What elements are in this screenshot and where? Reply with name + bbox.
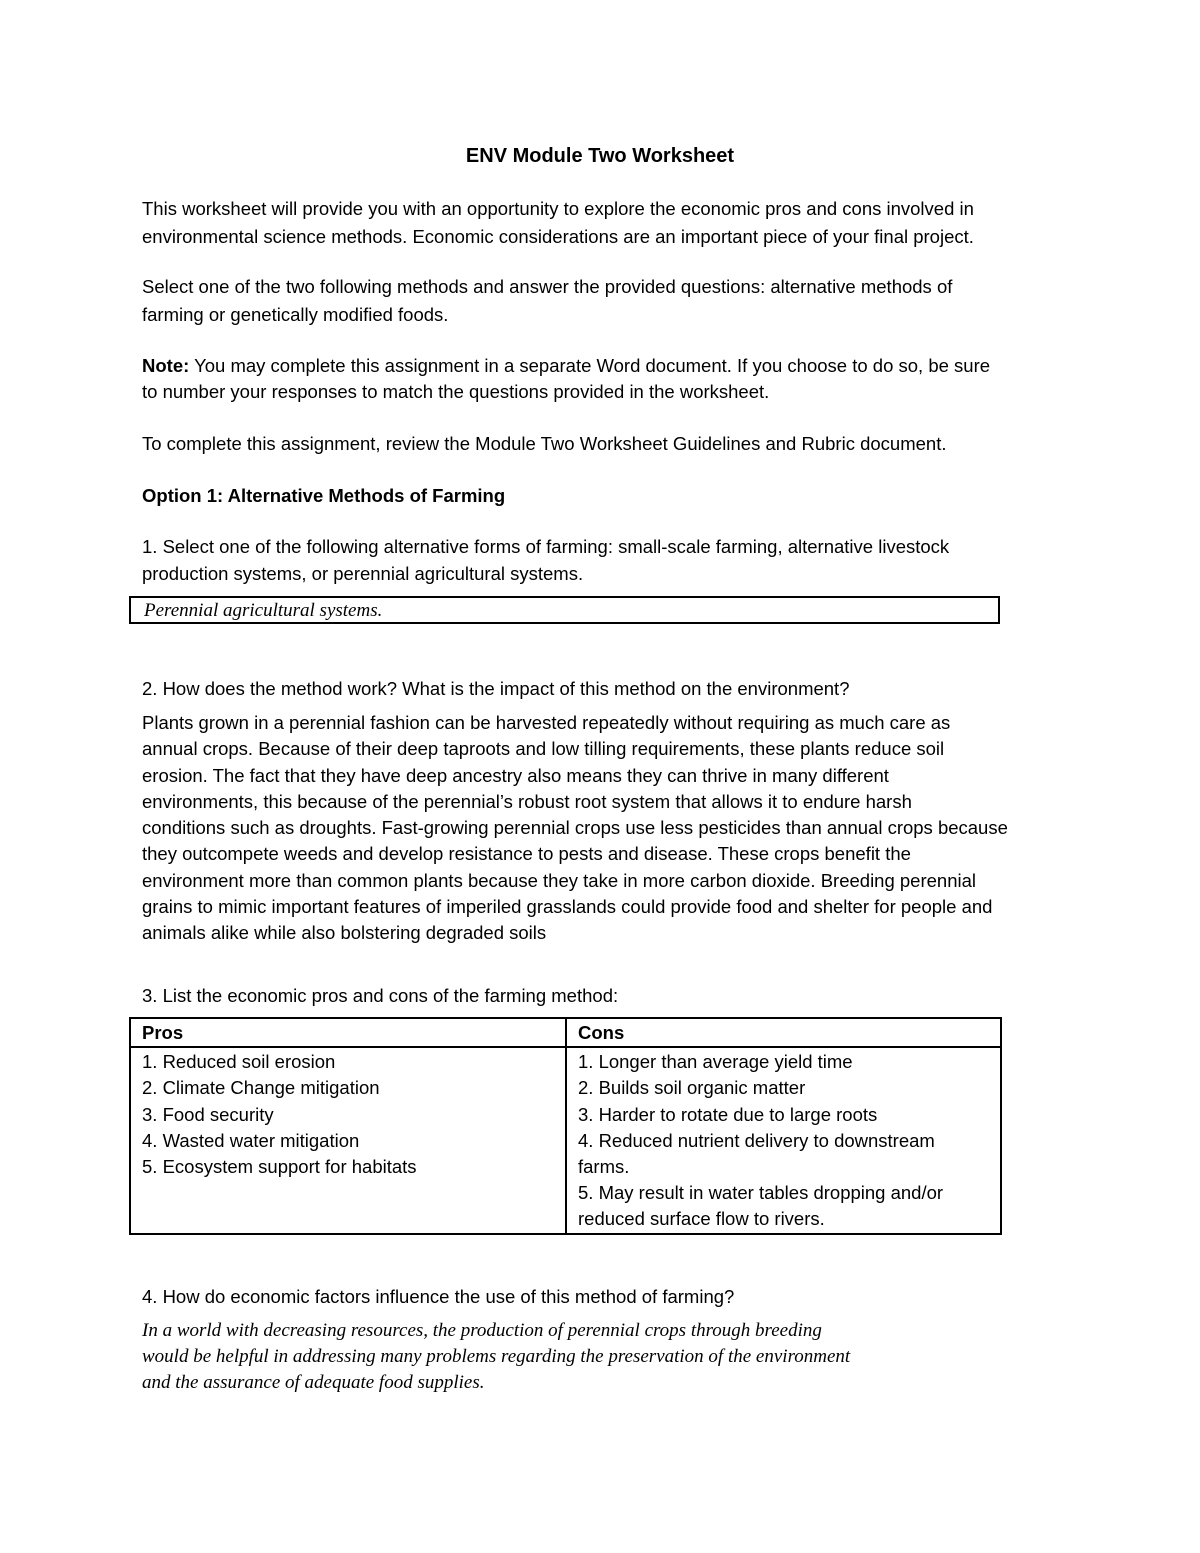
q2-answer-line: animals alike while also bolstering degraded soils: [142, 922, 547, 944]
complete-instruction: To complete this assignment, review the Module Two Worksheet Guidelines and Rubric document.: [142, 433, 947, 454]
intro-line-1: This worksheet will provide you with an opportunity to explore the economic pros and cons involved in: [142, 198, 974, 219]
pros-cons-table: [129, 1017, 1002, 1235]
option-heading: Option 1: Alternative Methods of Farming: [142, 485, 506, 506]
note-line-1: [142, 353, 990, 379]
table-row: [130, 1047, 1001, 1234]
cons-item: reduced surface flow to rivers.: [578, 1208, 825, 1230]
pros-item: 5. Ecosystem support for habitats: [142, 1156, 417, 1178]
cons-item: 5. May result in water tables dropping and/or: [578, 1182, 944, 1204]
pros-item: 3. Food security: [142, 1103, 274, 1125]
q2-answer-line: they outcompete weeds and develop resistance to pests and disease. These crops benefit the: [142, 843, 911, 865]
cons-cell: [566, 1047, 1001, 1234]
cons-item: 4. Reduced nutrient delivery to downstream: [578, 1129, 935, 1151]
q2-answer-line: environment more than common plants because they take in more carbon dioxide. Breeding perennial: [142, 869, 977, 891]
pros-header: Pros: [130, 1018, 566, 1047]
q2-answer-line: conditions such as droughts. Fast-growing perennial crops use less pesticides than annual crops because: [142, 817, 1008, 839]
q4-answer: [142, 1318, 850, 1396]
pros-cell: [130, 1047, 566, 1234]
note-label: Note:: [142, 355, 190, 376]
pros-item: 1. Reduced soil erosion: [142, 1051, 336, 1073]
q2-answer-line: annual crops. Because of their deep taproots and low tilling requirements, these plants reduce soil: [142, 738, 945, 760]
page-title: ENV Module Two Worksheet: [465, 145, 735, 167]
q1-answer: Perennial agricultural systems.: [144, 600, 383, 621]
note-text: You may complete this assignment in a separate Word document. If you choose to do so, be sure: [189, 355, 991, 376]
q4-answer-line: would be helpful in addressing many problems regarding the preservation of the environment: [142, 1346, 851, 1367]
q2-answer-line: Plants grown in a perennial fashion can be harvested repeatedly without requiring as much care as: [142, 712, 951, 733]
cons-item: farms.: [578, 1156, 630, 1178]
q4-question: 4. How do economic factors influence the use of this method of farming?: [142, 1286, 735, 1307]
q1-line-2: production systems, or perennial agricultural systems.: [142, 563, 584, 584]
q1-answer-box: [129, 596, 1000, 624]
q4-answer-line: In a world with decreasing resources, the production of perennial crops through breeding: [142, 1320, 822, 1341]
q1-line-1: 1. Select one of the following alternative forms of farming: small-scale farming, alternative livestock: [142, 536, 950, 557]
q2-answer-line: environments, this because of the perennial’s robust root system that allows it to endure harsh: [142, 790, 912, 812]
select-line-2: farming or genetically modified foods.: [142, 304, 449, 325]
pros-item: 4. Wasted water mitigation: [142, 1129, 360, 1151]
q3-question: 3. List the economic pros and cons of the farming method:: [142, 985, 619, 1006]
note-line-2: to number your responses to match the questions provided in the worksheet.: [142, 381, 770, 402]
q2-answer-line: erosion. The fact that they have deep ancestry also means they can thrive in many different: [142, 764, 889, 786]
table-header-row: [130, 1018, 1001, 1047]
pros-item: 2. Climate Change mitigation: [142, 1077, 380, 1099]
q4-answer-line: and the assurance of adequate food supplies.: [142, 1372, 485, 1393]
q2-question: 2. How does the method work? What is the impact of this method on the environment?: [142, 678, 850, 699]
q2-answer: [142, 710, 1008, 947]
select-line-1: Select one of the two following methods and answer the provided questions: alternative methods of: [142, 276, 953, 297]
cons-item: 1. Longer than average yield time: [578, 1051, 853, 1073]
intro-line-2: environmental science methods. Economic considerations are an important piece of your final project.: [142, 226, 974, 247]
q2-answer-line: grains to mimic important features of imperiled grasslands could provide food and shelter for people and: [142, 896, 993, 918]
cons-header: Cons: [566, 1018, 1001, 1047]
cons-item: 3. Harder to rotate due to large roots: [578, 1103, 878, 1125]
cons-item: 2. Builds soil organic matter: [578, 1077, 806, 1099]
